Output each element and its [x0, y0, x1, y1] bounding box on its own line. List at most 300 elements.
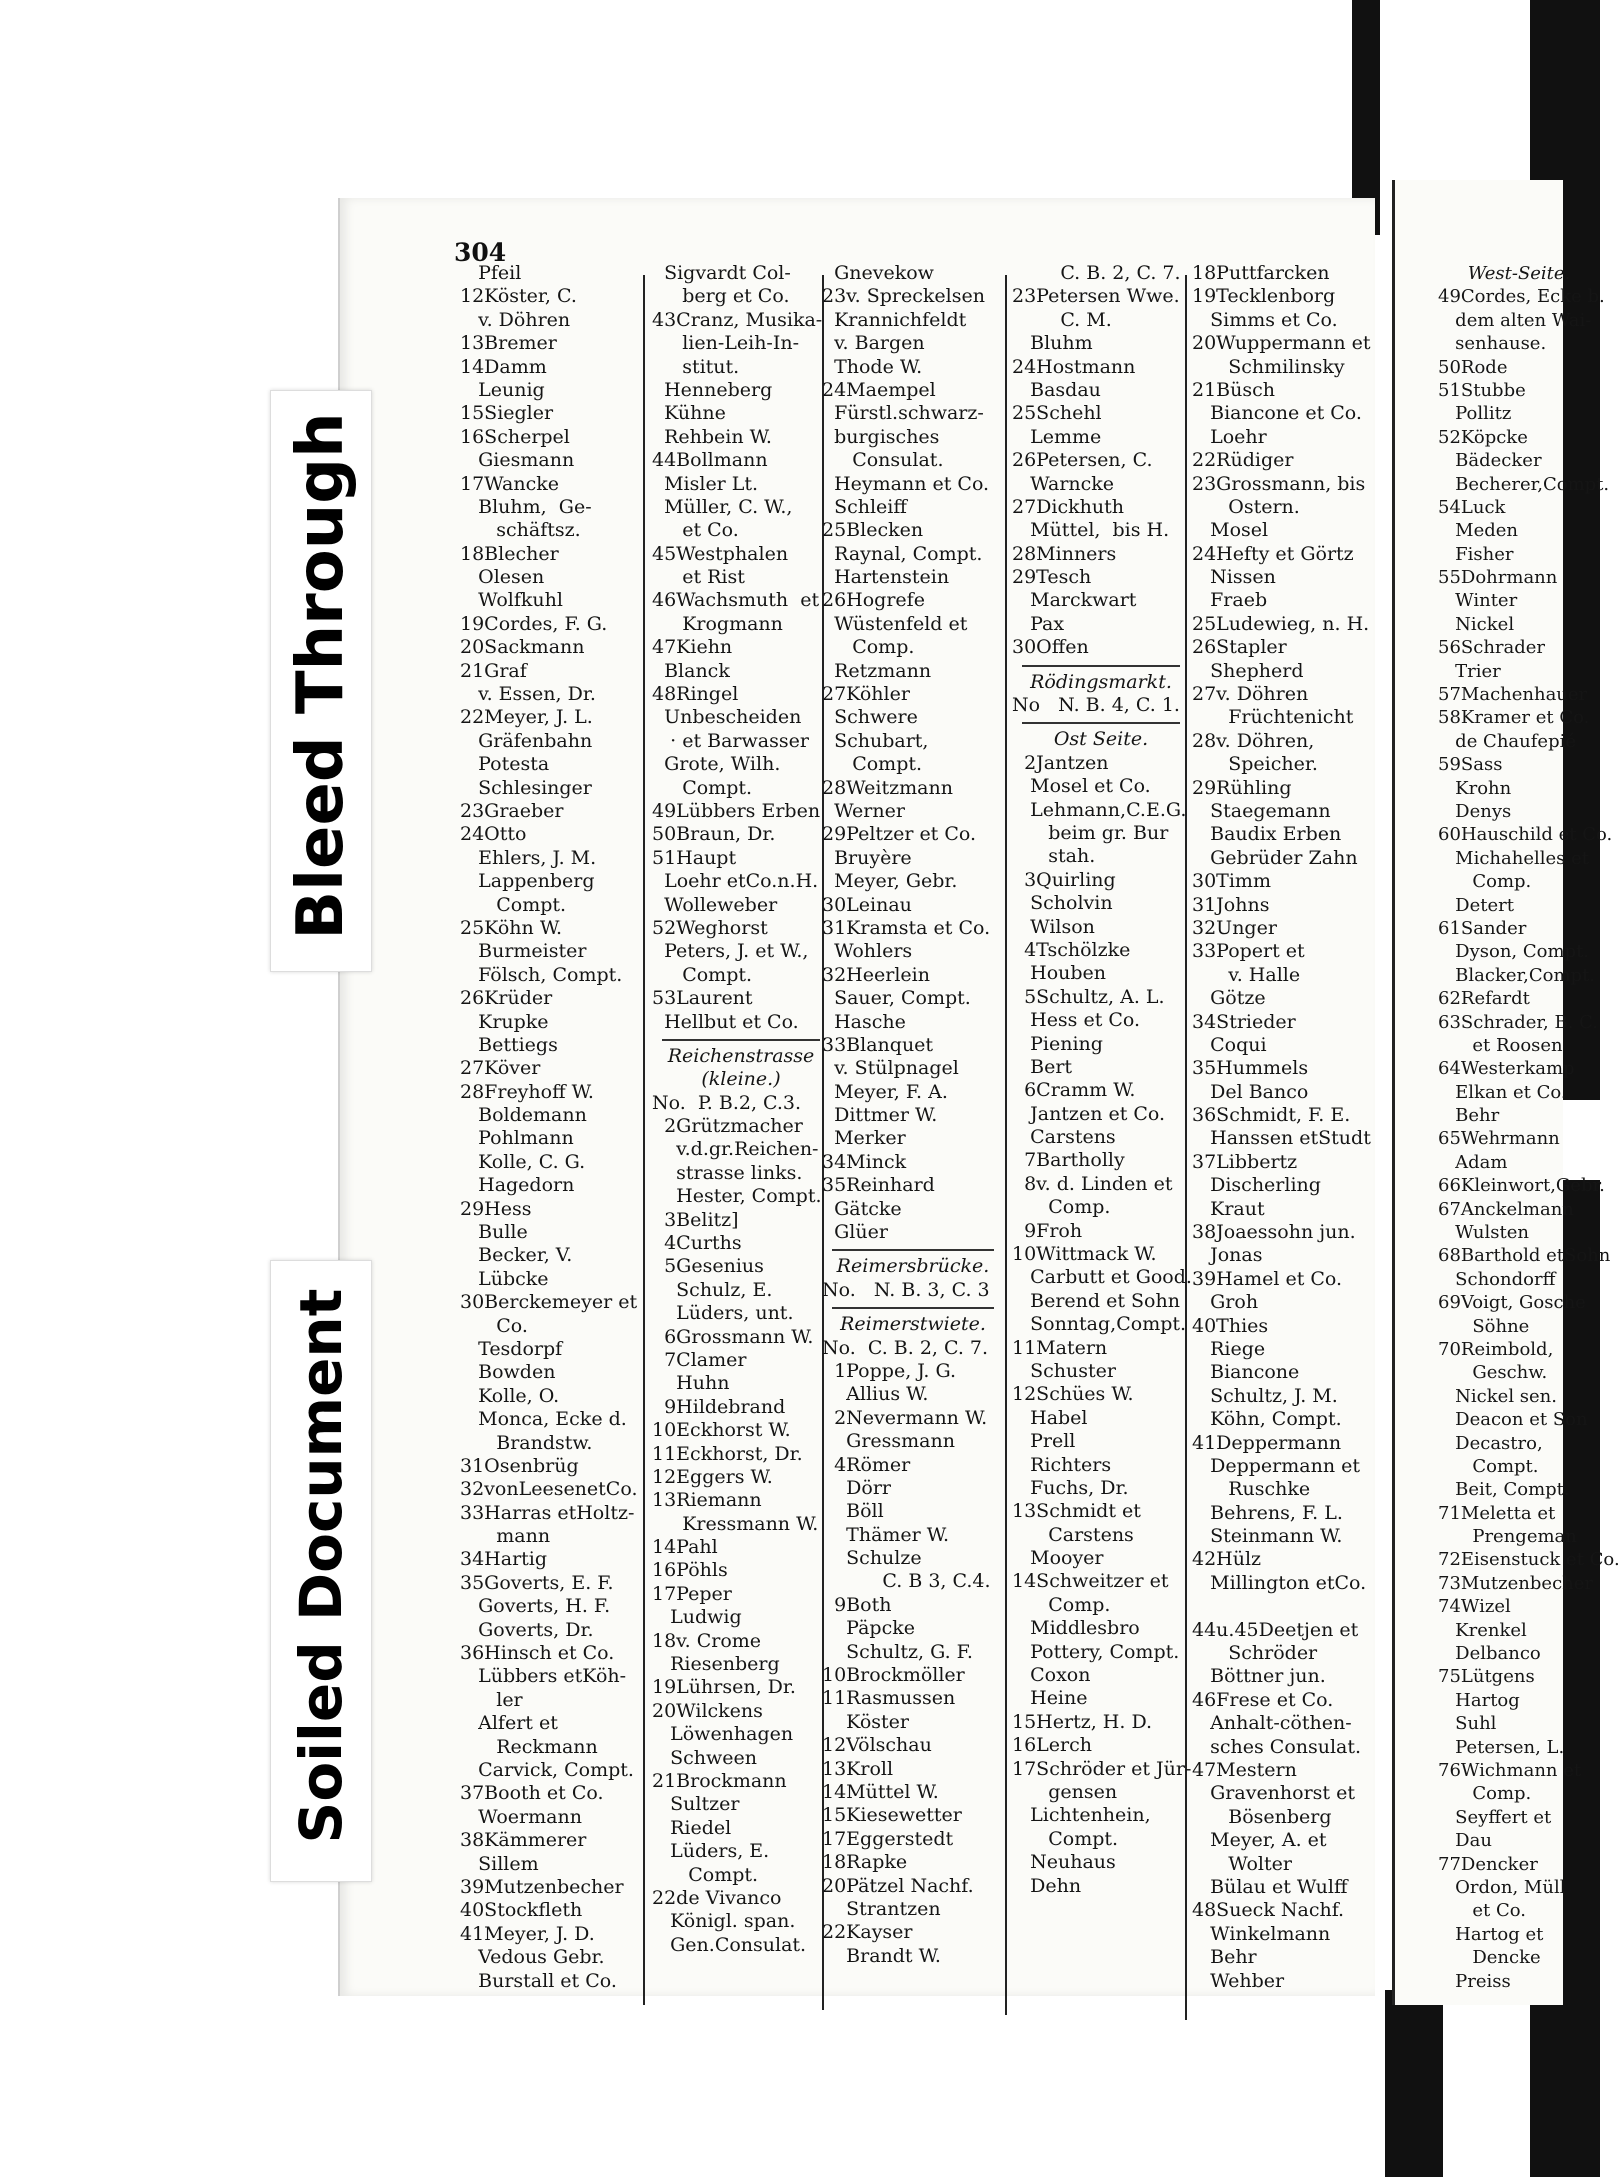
directory-entry: 19Lührsen, Dr. [652, 1676, 796, 1699]
directory-entry: 10Wittmack W. [1012, 1243, 1157, 1266]
directory-entry: 12Köster, C. [460, 285, 577, 308]
directory-entry: Huhn [652, 1372, 730, 1395]
directory-entry: 24Hefty et Görtz [1192, 542, 1354, 565]
directory-entry: Lichtenhein, [1012, 1804, 1151, 1827]
directory-entry: Bert [1012, 1055, 1073, 1078]
directory-entry: Retzmann [822, 659, 932, 682]
directory-entry: 31Osenbrüg [460, 1454, 579, 1477]
directory-entry: Brandstw. [460, 1431, 593, 1454]
directory-entry: 13Schmidt et [1012, 1500, 1141, 1523]
directory-entry: v. Essen, Dr. [460, 683, 596, 706]
directory-entry: 7Bartholly [1012, 1149, 1125, 1172]
directory-entry: ler [460, 1688, 523, 1711]
directory-entry: Ruschke [1192, 1478, 1311, 1501]
directory-entry: 28Weitzmann [822, 776, 953, 799]
directory-entry: Ehlers, J. M. [460, 846, 597, 869]
directory-entry: Thämer W. [822, 1523, 950, 1546]
directory-entry: Lehmann,C.E.G. [1012, 798, 1187, 821]
directory-entry: Thode W. [822, 355, 923, 378]
directory-entry: Berend et Sohn [1012, 1289, 1180, 1312]
directory-entry: 37Libbertz [1192, 1150, 1298, 1173]
directory-entry: v. Halle [1192, 963, 1301, 986]
directory-entry: 3Belitz] [652, 1208, 739, 1231]
directory-entry: Müttel, bis H. [1012, 519, 1170, 542]
directory-entry: 19Cordes, F. G. [460, 612, 608, 635]
directory-entry: Deacon et Son [1438, 1409, 1588, 1431]
section-heading: West-Seite. [1467, 263, 1571, 284]
directory-entry: Dittmer W. [822, 1104, 938, 1127]
directory-entry: 25Blecken [822, 519, 924, 542]
directory-entry: Bowden [460, 1361, 556, 1384]
directory-entry: stitut. [652, 355, 740, 378]
directory-entry: 68Barthold etSohn [1438, 1245, 1611, 1267]
directory-entry: 41Meyer, J. D. [460, 1922, 595, 1945]
directory-entry: Löwenhagen [652, 1723, 794, 1746]
directory-entry: 35Goverts, E. F. [460, 1571, 614, 1594]
column-divider [643, 275, 645, 2005]
section-heading: Reichenstrasse [667, 1044, 815, 1067]
directory-entry: v. Bargen [822, 332, 925, 355]
directory-entry: Comp. [1438, 1783, 1532, 1805]
directory-entry: 58Kramer et Co. [1438, 707, 1590, 729]
directory-entry: Behr [1438, 1105, 1500, 1127]
directory-entry: 23Petersen Wwe. [1012, 285, 1180, 308]
directory-entry: 26Stapler [1192, 636, 1287, 659]
directory-entry: 34Hartig [460, 1548, 548, 1571]
directory-entry: de Chaufepié [1438, 730, 1576, 752]
directory-entry: 49Lübbers Erben [652, 799, 821, 822]
soiled-document-label-text: Soiled Document [287, 1288, 355, 1844]
directory-entry: Comp. [1012, 1196, 1111, 1219]
directory-entry: Grote, Wilh. [652, 753, 781, 776]
directory-entry: C. B 3, C.4. [822, 1570, 991, 1593]
directory-entry: 17Schröder et Jür- [1012, 1757, 1192, 1780]
directory-entry: berg et Co. [652, 285, 790, 308]
directory-entry: 44u.45Deetjen et [1192, 1618, 1359, 1641]
directory-entry: 16Pöhls [652, 1559, 728, 1582]
directory-entry: Bülau et Wulff [1192, 1875, 1348, 1898]
directory-entry: Richters [1012, 1453, 1112, 1476]
directory-entry: 8v. d. Linden et [1012, 1172, 1173, 1195]
directory-entry: Goverts, Dr. [460, 1618, 594, 1641]
directory-entry: Hess et Co. [1012, 1009, 1141, 1032]
directory-entry: 52Weghorst [652, 916, 768, 939]
directory-entry: Kühne [652, 402, 726, 425]
directory-entry: Beit, Compt. [1438, 1479, 1570, 1501]
directory-entry: Hester, Compt. [652, 1185, 822, 1208]
directory-entry: et Co. [1438, 1900, 1526, 1922]
directory-entry: 27v. Döhren [1192, 683, 1309, 706]
directory-entry: Staegemann [1192, 799, 1331, 822]
directory-entry: Behr [1192, 1946, 1257, 1969]
directory-entry: Hanssen etStudt [1192, 1127, 1371, 1150]
directory-entry: Lüders, E. [652, 1840, 770, 1863]
soiled-document-label [270, 1260, 372, 1882]
directory-entry: Schondorff [1438, 1268, 1556, 1290]
directory-entry: Wehber [1192, 1969, 1285, 1992]
directory-entry: Middlesbro [1012, 1617, 1140, 1640]
directory-entry: 4Römer [822, 1453, 911, 1476]
directory-entry: 60Hauschild et Co. [1438, 824, 1613, 846]
directory-entry: 46Frese et Co. [1192, 1688, 1334, 1711]
directory-entry: Lübbers etKöh- [460, 1665, 627, 1688]
directory-entry: 23Grossmann, bis [1192, 472, 1366, 495]
directory-entry: Raynal, Compt. [822, 542, 983, 565]
directory-entry: Werner [822, 799, 905, 822]
directory-entry: 29Rühling [1192, 776, 1292, 799]
directory-entry: Sauer, Compt. [822, 987, 971, 1010]
directory-entry: Comp. [1438, 871, 1532, 893]
directory-entry: Meden [1438, 520, 1519, 542]
directory-entry: Discherling [1192, 1174, 1321, 1197]
directory-entry: 5Schultz, A. L. [1012, 985, 1165, 1008]
directory-entry: 18v. Crome [652, 1629, 762, 1652]
directory-entry: 13Bremer [460, 332, 557, 355]
directory-entry: 37Booth et Co. [460, 1782, 604, 1805]
directory-entry: Neuhaus [1012, 1851, 1116, 1874]
directory-entry: Detert [1438, 894, 1514, 916]
directory-entry: Alfert et [460, 1712, 558, 1735]
directory-entry: Compt. [652, 1863, 759, 1886]
directory-entry: Compt. [652, 963, 753, 986]
directory-entry: 11Matern [1012, 1336, 1108, 1359]
directory-entry: 70Reimbold, [1438, 1338, 1554, 1360]
directory-entry: Bluhm [1012, 332, 1093, 355]
directory-entry: Piening [1012, 1032, 1103, 1055]
directory-entry: 18Puttfarcken [1192, 262, 1330, 284]
directory-entry: Carstens [1012, 1523, 1134, 1546]
directory-entry: 34Minck [822, 1150, 907, 1173]
directory-entry: 50Braun, Dr. [652, 823, 776, 846]
directory-entry: Bruyère [822, 846, 912, 869]
directory-entry: Schwere [822, 706, 918, 729]
directory-entry: sches Consulat. [1192, 1735, 1362, 1758]
directory-entry: mann [460, 1525, 551, 1548]
directory-entry: 33Popert et [1192, 940, 1305, 963]
directory-entry: Blacker,Compt. [1438, 964, 1596, 986]
directory-entry: 48Ringel [652, 683, 739, 706]
directory-entry: 40Thies [1192, 1314, 1269, 1337]
directory-entry: Trier [1438, 660, 1501, 682]
directory-entry: Decastro, [1438, 1432, 1543, 1454]
section-heading: Reimersbrücke. [836, 1255, 990, 1278]
directory-entry: lien-Leih-In- [652, 332, 800, 355]
directory-entry: Wolter [1192, 1852, 1292, 1875]
directory-entry: 15Siegler [460, 402, 554, 425]
directory-entry: Kressmann W. [652, 1512, 819, 1535]
column-divider [1005, 275, 1007, 2015]
directory-entry: Hellbut et Co. [652, 1010, 799, 1033]
section-rule [822, 1302, 1004, 1313]
directory-entry: 40Stockfleth [460, 1899, 583, 1922]
directory-entry: 2Grützmacher [652, 1115, 803, 1138]
directory-column-3 [822, 262, 1004, 1968]
directory-entry: Vedous Gebr. [460, 1946, 605, 1969]
directory-entry: Habel [1012, 1406, 1088, 1429]
directory-entry: 32Heerlein [822, 963, 930, 986]
directory-entry: Scholvin [1012, 892, 1113, 915]
directory-entry: Potesta [460, 753, 550, 776]
directory-entry: 74Wizel [1438, 1596, 1511, 1618]
directory-entry: Monca, Ecke d. [460, 1408, 627, 1431]
directory-entry: Nickel sen. [1438, 1385, 1557, 1407]
directory-column-1 [460, 262, 638, 1993]
directory-column-5 [1192, 262, 1404, 1993]
directory-entry: Früchtenicht [1192, 706, 1354, 729]
directory-entry: Schröder [1192, 1642, 1318, 1665]
directory-entry: Dehn [1012, 1874, 1082, 1897]
directory-entry: Basdau [1012, 378, 1101, 401]
directory-entry: Hartenstein [822, 566, 950, 589]
directory-entry: 9Froh [1012, 1219, 1083, 1242]
directory-entry: Behrens, F. L. [1192, 1501, 1343, 1524]
section-rule [1012, 717, 1190, 728]
directory-entry: 47Mestern [1192, 1759, 1297, 1781]
directory-entry: Elkan et Co. [1438, 1081, 1567, 1103]
directory-entry: Comp. [1012, 1593, 1111, 1616]
directory-entry: Del Banco [1192, 1080, 1309, 1103]
directory-entry: Mooyer [1012, 1547, 1104, 1570]
directory-entry: Seyffert et [1438, 1806, 1552, 1828]
directory-entry: 23v. Spreckelsen [822, 285, 985, 308]
directory-entry: Söhne [1438, 1315, 1530, 1337]
directory-entry: 51Haupt [652, 846, 737, 869]
directory-entry: 4Tschölzke [1012, 938, 1131, 961]
directory-entry: 25Ludewieg, n. H. [1192, 612, 1370, 635]
section-heading: Reimerstwiete. [840, 1313, 986, 1336]
directory-entry: 7Clamer [652, 1348, 747, 1371]
directory-entry: strasse links. [652, 1161, 803, 1184]
directory-entry: 18Blecher [460, 542, 559, 565]
directory-entry: 69Voigt, Gosche [1438, 1292, 1586, 1314]
directory-entry: 21Brockmann [652, 1770, 787, 1792]
directory-entry: 72Eisenstuck et Co. [1438, 1549, 1620, 1571]
directory-entry: 13Kroll [822, 1757, 894, 1780]
directory-entry: 30Offen [1012, 636, 1089, 659]
directory-entry: Meyer, F. A. [822, 1080, 948, 1103]
directory-entry: Compt. [1012, 1827, 1119, 1850]
directory-entry: Schulze [822, 1547, 922, 1570]
section-heading: Ost Seite. [1053, 728, 1149, 751]
directory-entry: 14Müttel W. [822, 1781, 939, 1803]
directory-entry: 28v. Döhren, [1192, 729, 1315, 752]
directory-entry: Loehr [1192, 425, 1267, 448]
directory-entry: Burstall et Co. [460, 1969, 617, 1992]
directory-entry: Tesdorpf [460, 1337, 563, 1360]
directory-entry: 28Freyhoff W. [460, 1080, 594, 1103]
directory-entry: 29Tesch [1012, 566, 1092, 589]
directory-entry: Müller, C. W., [652, 495, 793, 518]
directory-entry: Dencke [1438, 1947, 1541, 1969]
directory-entry: 53Laurent [652, 987, 753, 1010]
directory-entry: 48Sueck Nachf. [1192, 1899, 1345, 1922]
directory-entry: Unbescheiden [652, 706, 802, 729]
directory-entry: Gätcke [822, 1197, 902, 1220]
directory-entry: 35Reinhard [822, 1174, 935, 1197]
directory-entry: 35Hummels [1192, 1057, 1309, 1080]
directory-column-6 [1438, 262, 1620, 1993]
directory-entry: 12Eggers W. [652, 1465, 773, 1488]
directory-entry: Giesmann [460, 449, 575, 472]
book-spine-bottom [1385, 1990, 1443, 2177]
directory-entry: 56Schrader [1438, 637, 1546, 659]
directory-entry: Gebrüder Zahn [1192, 846, 1358, 869]
directory-entry: Misler Lt. [652, 472, 759, 495]
directory-entry: Riedel [652, 1816, 732, 1839]
directory-entry: 22Kayser [822, 1921, 913, 1944]
directory-entry: No. C. B. 2, C. 7. [822, 1336, 989, 1359]
directory-entry: Adam [1438, 1151, 1508, 1173]
directory-entry: 18Rapke [822, 1851, 908, 1874]
directory-entry: 36Hinsch et Co. [460, 1642, 615, 1665]
directory-entry: C. B. 2, C. 7. [1012, 262, 1181, 284]
directory-entry: Winter [1438, 590, 1518, 612]
directory-entry: Strantzen [822, 1897, 941, 1920]
directory-entry: Brandt W. [822, 1944, 941, 1967]
directory-entry: 38Joaessohn jun. [1192, 1221, 1356, 1244]
directory-entry: Krohn [1438, 777, 1512, 799]
directory-entry: 14Damm [460, 355, 547, 378]
directory-entry: v. Döhren [460, 308, 571, 331]
directory-entry: Lübcke [460, 1267, 549, 1290]
directory-entry: Bösenberg [1192, 1805, 1332, 1828]
directory-entry: Wolfkuhl [460, 589, 563, 612]
directory-entry: 50Rode [1438, 356, 1508, 378]
directory-entry: 44Bollmann [652, 449, 768, 472]
directory-entry: Schleiff [822, 495, 907, 518]
directory-entry: 67Anckelmann [1438, 1198, 1574, 1220]
directory-entry: Wolleweber [652, 893, 778, 916]
directory-entry: v.d.gr.Reichen- [652, 1138, 819, 1161]
directory-entry: 39Hamel et Co. [1192, 1267, 1343, 1290]
directory-entry: Bulle [460, 1221, 528, 1244]
directory-entry: Coqui [1192, 1033, 1267, 1056]
directory-entry: beim gr. Bur [1012, 821, 1169, 844]
directory-entry: 4Curths [652, 1232, 742, 1255]
directory-entry: 24Hostmann [1012, 355, 1136, 378]
directory-entry: Köster [822, 1710, 909, 1733]
directory-entry: Carvick, Compt. [460, 1759, 634, 1781]
directory-entry: Fuchs, Dr. [1012, 1476, 1129, 1499]
directory-entry: Götze [1192, 987, 1266, 1010]
directory-entry: 22Rüdiger [1192, 449, 1294, 472]
directory-entry: Krannichfeldt [822, 308, 967, 331]
directory-entry: 59Sass [1438, 754, 1503, 776]
directory-entry: Woermann [460, 1805, 582, 1828]
directory-entry: 66Kleinwort,Gebr. [1438, 1175, 1605, 1197]
directory-entry: 25Köhn W. [460, 916, 563, 939]
directory-entry: Mosel [1192, 519, 1269, 542]
directory-entry: 3Quirling [1012, 868, 1116, 891]
directory-entry: Allius W. [822, 1383, 929, 1406]
directory-entry: 10Brockmöller [822, 1664, 965, 1687]
directory-entry: 11Rasmussen [822, 1687, 956, 1710]
directory-entry: Glüer [822, 1221, 888, 1244]
directory-entry: Fürstl.schwarz- [822, 402, 984, 425]
directory-entry: Denys [1438, 800, 1512, 822]
directory-entry: 26Krüder [460, 987, 553, 1010]
directory-entry: Henneberg [652, 378, 773, 401]
directory-entry: Krogmann [652, 612, 783, 635]
directory-entry: 10Eckhorst W. [652, 1419, 791, 1442]
directory-entry: Lappenberg [460, 870, 595, 893]
directory-entry: Ludwig [652, 1606, 742, 1629]
directory-entry: senhause. [1438, 333, 1547, 355]
directory-entry: Wilson [1012, 915, 1095, 938]
directory-entry: Coxon [1012, 1664, 1091, 1687]
directory-entry: Rehbein W. [652, 425, 772, 448]
directory-entry: 17Eggerstedt [822, 1827, 954, 1850]
directory-entry: 31Johns [1192, 893, 1270, 916]
directory-entry: Geschw. [1438, 1362, 1548, 1384]
directory-entry: Preiss [1438, 1970, 1511, 1992]
directory-entry: Nissen [1192, 566, 1276, 589]
directory-entry: Compt. [652, 776, 753, 799]
directory-entry: Olesen [460, 566, 545, 589]
directory-entry: Consulat. [822, 449, 944, 472]
directory-entry: Kolle, C. G. [460, 1150, 586, 1173]
directory-entry: 41Deppermann [1192, 1431, 1342, 1454]
directory-entry: 63Schrader, B. C. [1438, 1011, 1599, 1033]
directory-entry: 33Blanquet [822, 1033, 934, 1056]
directory-entry: 51Stubbe [1438, 379, 1526, 401]
directory-entry: Groh [1192, 1291, 1259, 1314]
directory-entry: 26Hogrefe [822, 589, 925, 612]
directory-entry: No N. B. 4, C. 1. [1012, 694, 1180, 717]
directory-entry: 38Kämmerer [460, 1829, 587, 1852]
directory-entry: Prengeman [1438, 1526, 1577, 1548]
directory-entry: Schultz, J. M. [1192, 1384, 1338, 1407]
directory-entry: 29Peltzer et Co. [822, 823, 977, 846]
directory-entry: Schlesinger [460, 776, 592, 799]
directory-entry: 12Schües W. [1012, 1383, 1134, 1406]
directory-entry: 45Westphalen [652, 542, 789, 565]
directory-entry: Pottery, Compt. [1012, 1640, 1180, 1663]
directory-entry: 19Tecklenborg [1192, 285, 1336, 308]
directory-entry: Lemme [1012, 425, 1102, 448]
directory-entry: gensen [1012, 1781, 1118, 1803]
directory-entry: 27Köhler [822, 683, 910, 706]
directory-entry: Kolle, O. [460, 1384, 560, 1407]
directory-entry: 20Pätzel Nachf. [822, 1874, 974, 1897]
directory-entry: 54Luck [1438, 496, 1506, 518]
directory-entry: Suhl [1438, 1713, 1497, 1735]
directory-entry: Delbanco [1438, 1643, 1541, 1665]
directory-entry: Dörr [822, 1476, 891, 1499]
directory-entry: 20Sackmann [460, 636, 585, 659]
directory-entry: 73Mutzenbecher [1438, 1572, 1593, 1594]
directory-entry: 36Schmidt, F. E. [1192, 1104, 1351, 1127]
directory-entry: Prell [1012, 1430, 1076, 1453]
directory-entry: Michahelles et [1438, 847, 1590, 869]
directory-entry: Böttner jun. [1192, 1665, 1326, 1688]
directory-entry: Houben [1012, 962, 1107, 985]
directory-entry: 64Westerkamp [1438, 1058, 1575, 1080]
directory-entry: Reckmann [460, 1735, 598, 1758]
directory-entry: Peters, J. et W., [652, 940, 809, 963]
directory-entry: et Roosen [1438, 1034, 1563, 1056]
directory-entry: Riesenberg [652, 1653, 780, 1676]
directory-entry: Bädecker [1438, 450, 1542, 472]
directory-entry: Pollitz [1438, 403, 1512, 425]
directory-entry: Hartog et [1438, 1923, 1544, 1945]
directory-entry: Compt. [1438, 1455, 1539, 1477]
directory-entry: 27Köver [460, 1057, 541, 1080]
directory-entry: Jonas [1192, 1244, 1263, 1267]
section-rule [1012, 660, 1190, 671]
directory-entry: Co. [460, 1314, 528, 1337]
directory-entry: Gräfenbahn [460, 729, 593, 752]
